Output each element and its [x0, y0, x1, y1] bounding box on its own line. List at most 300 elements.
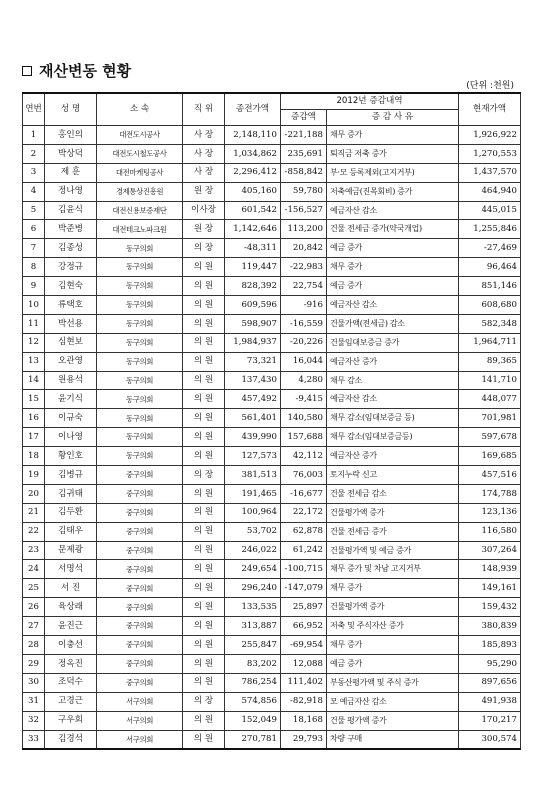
- cell-prev: 786,254: [225, 673, 281, 692]
- cell-name: 오관영: [45, 352, 97, 371]
- cell-no: 6: [23, 220, 45, 239]
- header-org: 소 속: [97, 93, 183, 126]
- cell-reason: 저축 및 주식자산 증가: [327, 617, 459, 636]
- cell-pos: 사 장: [183, 163, 225, 182]
- cell-current: 170,217: [459, 711, 521, 730]
- cell-delta: 140,580: [281, 409, 327, 428]
- cell-pos: 의 원: [183, 447, 225, 466]
- cell-name: 심현보: [45, 333, 97, 352]
- cell-name: 박상덕: [45, 144, 97, 163]
- cell-delta: 235,691: [281, 144, 327, 163]
- cell-delta: 111,402: [281, 673, 327, 692]
- header-position: 직 위: [183, 93, 225, 126]
- cell-pos: 원 장: [183, 182, 225, 201]
- cell-org: 동구의회: [97, 314, 183, 333]
- unit-note: (단위 :천원): [466, 81, 514, 91]
- cell-prev: 255,847: [225, 636, 281, 655]
- cell-delta: 29,793: [281, 730, 327, 749]
- cell-delta: 61,242: [281, 541, 327, 560]
- cell-no: 23: [23, 541, 45, 560]
- cell-reason: 토지누락 신고: [327, 466, 459, 485]
- cell-pos: 의 원: [183, 673, 225, 692]
- table-row: [23, 333, 521, 352]
- cell-prev: 53,702: [225, 522, 281, 541]
- cell-delta: -9,415: [281, 390, 327, 409]
- cell-current: 174,788: [459, 484, 521, 503]
- table-row: [23, 484, 521, 503]
- cell-prev: 249,654: [225, 560, 281, 579]
- table-row: [23, 220, 521, 239]
- cell-pos: 의 원: [183, 409, 225, 428]
- cell-name: 김종성: [45, 239, 97, 258]
- cell-no: 32: [23, 711, 45, 730]
- cell-name: 김윤식: [45, 201, 97, 220]
- cell-current: 491,938: [459, 692, 521, 711]
- cell-delta: 4,280: [281, 371, 327, 390]
- cell-org: 동구의회: [97, 296, 183, 315]
- cell-current: 582,348: [459, 314, 521, 333]
- cell-current: 380,839: [459, 617, 521, 636]
- cell-delta: 157,688: [281, 428, 327, 447]
- cell-delta: -69,954: [281, 636, 327, 655]
- cell-no: 28: [23, 636, 45, 655]
- cell-prev: 270,781: [225, 730, 281, 749]
- table-row: [23, 182, 521, 201]
- cell-pos: 의 원: [183, 277, 225, 296]
- table-row: [23, 636, 521, 655]
- cell-pos: 의 원: [183, 711, 225, 730]
- cell-org: 중구의회: [97, 598, 183, 617]
- table-row: [23, 617, 521, 636]
- cell-org: 동구의회: [97, 447, 183, 466]
- table-row: [23, 409, 521, 428]
- cell-delta: 42,112: [281, 447, 327, 466]
- header-name: 성 명: [45, 93, 97, 126]
- cell-org: 중구의회: [97, 503, 183, 522]
- cell-no: 10: [23, 296, 45, 315]
- cell-delta: 59,780: [281, 182, 327, 201]
- table-row: [23, 163, 521, 182]
- cell-delta: 113,200: [281, 220, 327, 239]
- cell-prev: 405,160: [225, 182, 281, 201]
- cell-current: 851,146: [459, 277, 521, 296]
- cell-org: 중구의회: [97, 560, 183, 579]
- cell-reason: 예금 증가: [327, 654, 459, 673]
- cell-no: 31: [23, 692, 45, 711]
- cell-pos: 의 원: [183, 314, 225, 333]
- cell-delta: -221,188: [281, 126, 327, 145]
- cell-name: 고경근: [45, 692, 97, 711]
- cell-prev: 313,887: [225, 617, 281, 636]
- cell-no: 27: [23, 617, 45, 636]
- cell-name: 윤진근: [45, 617, 97, 636]
- header-no: 연번: [23, 93, 45, 126]
- cell-no: 20: [23, 484, 45, 503]
- table-row: [23, 503, 521, 522]
- cell-no: 7: [23, 239, 45, 258]
- cell-no: 29: [23, 654, 45, 673]
- cell-no: 24: [23, 560, 45, 579]
- cell-pos: 의 원: [183, 598, 225, 617]
- cell-prev: 152,049: [225, 711, 281, 730]
- cell-reason: 모 예금자산 감소: [327, 692, 459, 711]
- cell-current: 116,580: [459, 522, 521, 541]
- section-title-text: 재산변동 현황: [39, 62, 132, 80]
- cell-pos: 의 원: [183, 617, 225, 636]
- cell-name: 서명석: [45, 560, 97, 579]
- header-reason: 증 감 사 유: [327, 110, 459, 126]
- cell-current: 169,685: [459, 447, 521, 466]
- cell-current: 457,516: [459, 466, 521, 485]
- cell-delta: -16,677: [281, 484, 327, 503]
- cell-name: 정나영: [45, 182, 97, 201]
- cell-no: 1: [23, 126, 45, 145]
- cell-prev: 73,321: [225, 352, 281, 371]
- cell-prev: 381,513: [225, 466, 281, 485]
- cell-org: 대전도시철도공사: [97, 144, 183, 163]
- cell-name: 구우회: [45, 711, 97, 730]
- cell-current: 123,136: [459, 503, 521, 522]
- cell-reason: 부·모 등록제외(고지거부): [327, 163, 459, 182]
- cell-pos: 사 장: [183, 144, 225, 163]
- cell-name: 김두환: [45, 503, 97, 522]
- cell-current: 597,678: [459, 428, 521, 447]
- header-previous: 종전가액: [225, 93, 281, 126]
- cell-delta: 12,088: [281, 654, 327, 673]
- cell-pos: 의 원: [183, 296, 225, 315]
- cell-pos: 의 원: [183, 541, 225, 560]
- cell-current: 1,926,922: [459, 126, 521, 145]
- section-title: [22, 60, 131, 81]
- cell-name: 이규숙: [45, 409, 97, 428]
- cell-name: 제 훈: [45, 163, 97, 182]
- table-row: [23, 692, 521, 711]
- table-row: [23, 447, 521, 466]
- cell-name: 조덕수: [45, 673, 97, 692]
- table-row: [23, 654, 521, 673]
- cell-prev: 119,447: [225, 258, 281, 277]
- asset-change-table: [22, 92, 521, 750]
- cell-name: 박준병: [45, 220, 97, 239]
- cell-org: 중구의회: [97, 654, 183, 673]
- cell-no: 11: [23, 314, 45, 333]
- table-row: [23, 352, 521, 371]
- cell-name: 김태우: [45, 522, 97, 541]
- cell-current: 148,939: [459, 560, 521, 579]
- cell-delta: 76,003: [281, 466, 327, 485]
- table-row: [23, 598, 521, 617]
- cell-org: 중구의회: [97, 636, 183, 655]
- cell-reason: 채무 증가: [327, 126, 459, 145]
- cell-current: 464,940: [459, 182, 521, 201]
- cell-no: 9: [23, 277, 45, 296]
- cell-current: 185,893: [459, 636, 521, 655]
- cell-prev: 457,492: [225, 390, 281, 409]
- cell-current: 149,161: [459, 579, 521, 598]
- cell-delta: 22,172: [281, 503, 327, 522]
- cell-current: 445,015: [459, 201, 521, 220]
- cell-name: 김병규: [45, 466, 97, 485]
- cell-org: 중구의회: [97, 522, 183, 541]
- cell-pos: 의 원: [183, 371, 225, 390]
- table-row: [23, 126, 521, 145]
- cell-pos: 의 장: [183, 692, 225, 711]
- cell-name: 홍인의: [45, 126, 97, 145]
- cell-name: 황인호: [45, 447, 97, 466]
- cell-org: 서구의회: [97, 711, 183, 730]
- header-current: 현재가액: [459, 93, 521, 126]
- cell-current: 1,270,553: [459, 144, 521, 163]
- cell-pos: 의 원: [183, 258, 225, 277]
- cell-org: 동구의회: [97, 352, 183, 371]
- cell-no: 3: [23, 163, 45, 182]
- table-row: [23, 560, 521, 579]
- cell-name: 문제광: [45, 541, 97, 560]
- cell-current: 1,964,711: [459, 333, 521, 352]
- cell-no: 2: [23, 144, 45, 163]
- cell-name: 원용석: [45, 371, 97, 390]
- cell-prev: -48,311: [225, 239, 281, 258]
- cell-name: 서 진: [45, 579, 97, 598]
- cell-delta: -156,527: [281, 201, 327, 220]
- cell-no: 13: [23, 352, 45, 371]
- cell-reason: 건물 평가액 증가: [327, 711, 459, 730]
- table-row: [23, 371, 521, 390]
- cell-reason: 건물평가액 증가: [327, 598, 459, 617]
- cell-prev: 246,022: [225, 541, 281, 560]
- cell-name: 이충선: [45, 636, 97, 655]
- cell-org: 서구의회: [97, 730, 183, 749]
- cell-reason: 예금 증가: [327, 239, 459, 258]
- cell-no: 17: [23, 428, 45, 447]
- table-row: [23, 314, 521, 333]
- table-row: [23, 541, 521, 560]
- cell-delta: -22,983: [281, 258, 327, 277]
- table-row: [23, 201, 521, 220]
- cell-current: 141,710: [459, 371, 521, 390]
- cell-delta: -147,079: [281, 579, 327, 598]
- table-row: [23, 522, 521, 541]
- cell-reason: 예금자산 증가: [327, 447, 459, 466]
- cell-prev: 127,573: [225, 447, 281, 466]
- cell-pos: 의 원: [183, 579, 225, 598]
- cell-reason: 예금자산 감소: [327, 390, 459, 409]
- table-row: [23, 673, 521, 692]
- cell-reason: 예금자산 증가: [327, 352, 459, 371]
- cell-reason: 건물 전세금 감소: [327, 484, 459, 503]
- cell-delta: -100,715: [281, 560, 327, 579]
- cell-delta: 16,044: [281, 352, 327, 371]
- cell-current: 159,432: [459, 598, 521, 617]
- cell-name: 강정규: [45, 258, 97, 277]
- cell-name: 정옥진: [45, 654, 97, 673]
- cell-pos: 의 원: [183, 654, 225, 673]
- cell-prev: 2,296,412: [225, 163, 281, 182]
- cell-org: 동구의회: [97, 428, 183, 447]
- cell-org: 서구의회: [97, 692, 183, 711]
- cell-prev: 1,142,646: [225, 220, 281, 239]
- cell-current: 608,680: [459, 296, 521, 315]
- cell-current: 96,464: [459, 258, 521, 277]
- cell-name: 김귀태: [45, 484, 97, 503]
- cell-reason: 채무 증가: [327, 258, 459, 277]
- cell-delta: -20,226: [281, 333, 327, 352]
- table-row: [23, 579, 521, 598]
- cell-reason: 건물가액(전세금) 감소: [327, 314, 459, 333]
- cell-org: 대전신용보증재단: [97, 201, 183, 220]
- cell-no: 33: [23, 730, 45, 749]
- cell-no: 14: [23, 371, 45, 390]
- cell-delta: 22,754: [281, 277, 327, 296]
- cell-delta: 66,952: [281, 617, 327, 636]
- cell-delta: -82,918: [281, 692, 327, 711]
- cell-pos: 의 원: [183, 352, 225, 371]
- header-change-group: 2012년 증감내역: [281, 93, 459, 110]
- cell-prev: 133,535: [225, 598, 281, 617]
- checkbox-icon: [22, 66, 32, 76]
- cell-name: 류택호: [45, 296, 97, 315]
- cell-reason: 채무 증가 및 차남 고지거부: [327, 560, 459, 579]
- cell-org: 대전마케팅공사: [97, 163, 183, 182]
- cell-org: 동구의회: [97, 258, 183, 277]
- cell-org: 동구의회: [97, 371, 183, 390]
- cell-prev: 1,034,862: [225, 144, 281, 163]
- cell-org: 중구의회: [97, 484, 183, 503]
- cell-pos: 의 원: [183, 390, 225, 409]
- cell-no: 15: [23, 390, 45, 409]
- cell-org: 동구의회: [97, 277, 183, 296]
- cell-pos: 의 원: [183, 730, 225, 749]
- table-row: [23, 730, 521, 749]
- cell-current: 1,255,846: [459, 220, 521, 239]
- cell-org: 중구의회: [97, 579, 183, 598]
- cell-reason: 퇴직금 저축 증가: [327, 144, 459, 163]
- cell-prev: 2,148,110: [225, 126, 281, 145]
- cell-current: 897,656: [459, 673, 521, 692]
- cell-reason: 차량 구매: [327, 730, 459, 749]
- table-row: [23, 428, 521, 447]
- cell-no: 16: [23, 409, 45, 428]
- cell-prev: 100,964: [225, 503, 281, 522]
- cell-prev: 609,596: [225, 296, 281, 315]
- cell-prev: 598,907: [225, 314, 281, 333]
- cell-reason: 채무 증가: [327, 636, 459, 655]
- cell-reason: 건물 전세금 증가(약국개업): [327, 220, 459, 239]
- cell-org: 동구의회: [97, 239, 183, 258]
- cell-prev: 191,465: [225, 484, 281, 503]
- cell-delta: -858,842: [281, 163, 327, 182]
- cell-reason: 채무 감소(임대보증금 등): [327, 409, 459, 428]
- cell-org: 동구의회: [97, 409, 183, 428]
- cell-pos: 의 원: [183, 560, 225, 579]
- cell-name: 윤기식: [45, 390, 97, 409]
- cell-org: 중구의회: [97, 673, 183, 692]
- cell-reason: 예금자산 감소: [327, 296, 459, 315]
- cell-pos: 의 원: [183, 503, 225, 522]
- cell-name: 육상래: [45, 598, 97, 617]
- cell-pos: 의 원: [183, 428, 225, 447]
- cell-pos: 사 장: [183, 126, 225, 145]
- cell-reason: 채무 감소: [327, 371, 459, 390]
- cell-delta: 62,878: [281, 522, 327, 541]
- cell-pos: 의 원: [183, 333, 225, 352]
- cell-org: 중구의회: [97, 541, 183, 560]
- cell-no: 8: [23, 258, 45, 277]
- cell-prev: 83,202: [225, 654, 281, 673]
- cell-org: 대전도시공사: [97, 126, 183, 145]
- cell-reason: 건물임대보증금 증가: [327, 333, 459, 352]
- table-row: [23, 258, 521, 277]
- cell-current: 701,981: [459, 409, 521, 428]
- cell-reason: 저축예금(진목회비) 증가: [327, 182, 459, 201]
- cell-reason: 건물평가액 증가: [327, 503, 459, 522]
- cell-org: 동구의회: [97, 390, 183, 409]
- table-body: [23, 126, 521, 750]
- cell-current: -27,469: [459, 239, 521, 258]
- cell-no: 18: [23, 447, 45, 466]
- cell-delta: -916: [281, 296, 327, 315]
- cell-name: 김경석: [45, 730, 97, 749]
- cell-no: 19: [23, 466, 45, 485]
- cell-current: 448,077: [459, 390, 521, 409]
- cell-reason: 예금자산 감소: [327, 201, 459, 220]
- cell-pos: 의 원: [183, 484, 225, 503]
- cell-current: 1,437,570: [459, 163, 521, 182]
- cell-prev: 601,542: [225, 201, 281, 220]
- table-row: [23, 239, 521, 258]
- cell-org: 중구의회: [97, 617, 183, 636]
- cell-prev: 561,401: [225, 409, 281, 428]
- cell-current: 300,574: [459, 730, 521, 749]
- table-row: [23, 296, 521, 315]
- cell-pos: 의 장: [183, 239, 225, 258]
- table-row: [23, 277, 521, 296]
- cell-pos: 의 장: [183, 466, 225, 485]
- cell-prev: 439,990: [225, 428, 281, 447]
- cell-reason: 건물 전세금 증가: [327, 522, 459, 541]
- cell-prev: 296,240: [225, 579, 281, 598]
- cell-pos: 의 원: [183, 636, 225, 655]
- cell-delta: 18,168: [281, 711, 327, 730]
- cell-name: 이나영: [45, 428, 97, 447]
- cell-reason: 예금 증가: [327, 277, 459, 296]
- cell-current: 89,365: [459, 352, 521, 371]
- cell-org: 경제통상진흥원: [97, 182, 183, 201]
- cell-pos: 원 장: [183, 220, 225, 239]
- cell-no: 22: [23, 522, 45, 541]
- cell-no: 21: [23, 503, 45, 522]
- cell-delta: 25,897: [281, 598, 327, 617]
- cell-reason: 건물평가액 및 예금 증가: [327, 541, 459, 560]
- cell-org: 동구의회: [97, 333, 183, 352]
- header-delta: 증감액: [281, 110, 327, 126]
- cell-org: 대전테크노파크원: [97, 220, 183, 239]
- cell-current: 95,290: [459, 654, 521, 673]
- cell-prev: 1,984,937: [225, 333, 281, 352]
- cell-reason: 채무 감소(임대보증금등): [327, 428, 459, 447]
- cell-name: 박선용: [45, 314, 97, 333]
- table-row: [23, 144, 521, 163]
- cell-no: 30: [23, 673, 45, 692]
- cell-current: 307,264: [459, 541, 521, 560]
- cell-name: 김현숙: [45, 277, 97, 296]
- table-row: [23, 711, 521, 730]
- table-row: [23, 466, 521, 485]
- cell-no: 4: [23, 182, 45, 201]
- cell-no: 5: [23, 201, 45, 220]
- cell-no: 12: [23, 333, 45, 352]
- cell-pos: 이사장: [183, 201, 225, 220]
